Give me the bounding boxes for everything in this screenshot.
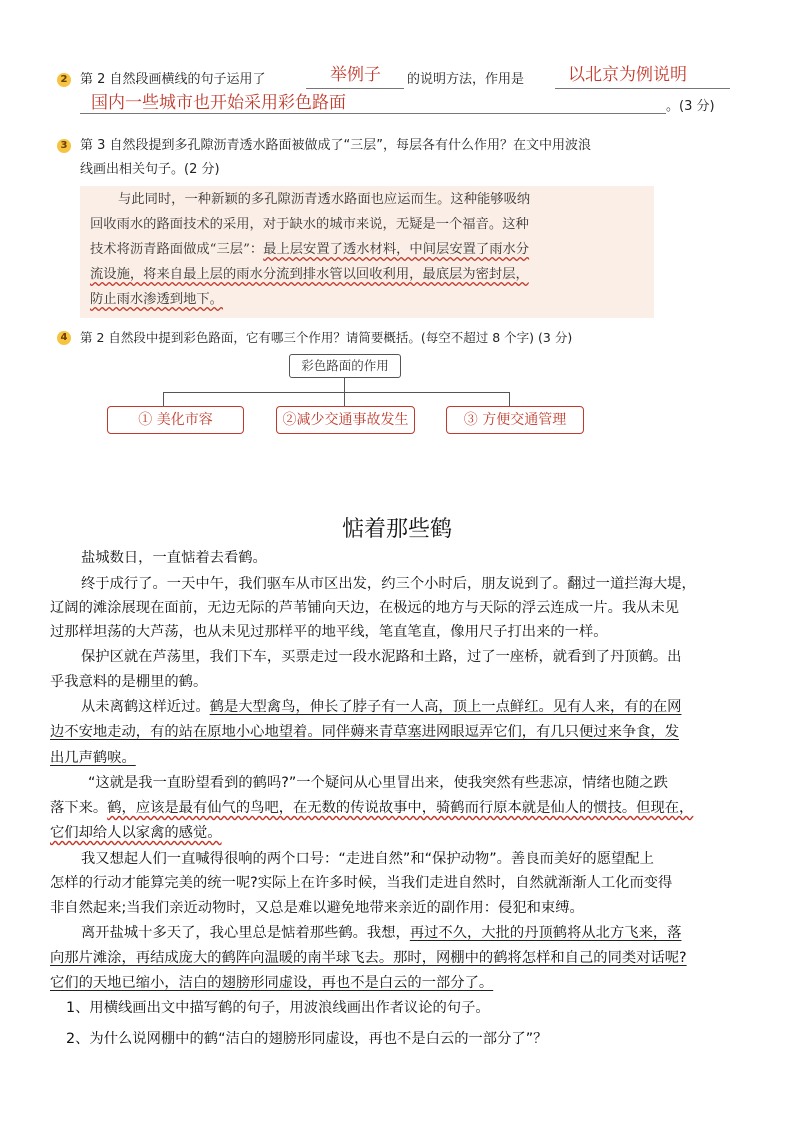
article-line	[81, 647, 681, 667]
article-underlined-text: 边不安地走动，有的站在原地小心地望着。同伴薅来青草塞进网眼逗弄它们，有几只便过来争食，发	[50, 724, 680, 740]
article-text: 盐城数日，一直惦着去看鹤。	[81, 550, 267, 566]
passage-text: 与此同时，一种新颖的多孔隙沥青透水路面也应运而生。这种能够吸纳	[118, 192, 531, 207]
article-line	[50, 672, 207, 692]
article-question-2: 2、为什么说网棚中的鹤“洁白的翅膀形同虚设，再也不是白云的一部分了”？	[66, 1031, 548, 1047]
article-line	[81, 548, 267, 568]
article-text: 从未离鹤这样近过。	[81, 699, 210, 715]
article-underlined-text: 向那片滩涂，再结成庞大的鹤阵向温暖的南半球飞去。那时，网棚中的鹤将怎样和自己的同类对话呢?	[50, 950, 687, 966]
q2-answer-2: 以北京为例说明	[568, 65, 687, 85]
article-text: 离开盐城十多天了，我心里总是惦着那些鹤。我想，	[81, 925, 410, 941]
article-line	[50, 948, 687, 968]
article-underlined-text: 它们的天地已缩小，洁白的翅膀形同虚设，再也不是白云的一部分了。	[50, 975, 494, 991]
passage-wavy-text: 流设施，将来自最上层的雨水分流到排水管以回收利用，最底层为密封层，	[90, 267, 529, 282]
article-text: 落下来。	[50, 800, 108, 816]
diagram-answer-box-3[interactable]: ③ 方便交通管理	[446, 406, 584, 434]
q2-answer-1: 举例子	[330, 65, 381, 85]
q3-line-2: 线画出相关句子。(2 分)	[80, 162, 220, 177]
article-line	[81, 923, 681, 943]
passage-text: 回收雨水的路面技术的采用，对于缺水的城市来说，无疑是一个福音。这种	[90, 217, 529, 232]
article-wavy-text: 鹤，应该是最有仙气的鸟吧，在无数的传说故事中，骑鹤而行原本就是仙人的惯技。但现在，	[107, 800, 694, 816]
article-text: 非自然起来;当我们亲近动物时，又总是难以避免地带来亲近的副作用：侵犯和束缚。	[50, 900, 584, 916]
article-text: 怎样的行动才能算完美的统一呢?实际上在许多时候，当我们走进自然时，自然就渐渐人工化而变得	[50, 875, 673, 891]
passage-text: 技术将沥青路面做成“三层”：	[90, 242, 264, 257]
diagram-answer-box-1[interactable]: ① 美化市容	[107, 406, 244, 434]
article-underlined-text: 再过不久，大批的丹顶鹤将从北方飞来，落	[409, 925, 682, 941]
passage-wavy-text: 防止雨水渗透到地下。	[90, 292, 223, 307]
article-text: “这就是我一直盼望看到的鹤吗?”一个疑问从心里冒出来，使我突然有些悲凉，情绪也随之跌	[88, 775, 668, 791]
article-line	[50, 898, 584, 918]
article-line	[81, 697, 681, 717]
article-line	[50, 722, 679, 742]
q2-answer-3: 国内一些城市也开始采用彩色路面	[91, 93, 346, 113]
q3-line-1: 第 3 自然段提到多孔隙沥青透水路面被做成了“三层”，每层各有什么作用？在文中用波浪	[80, 138, 592, 153]
q2-suffix: 。(3 分)	[666, 99, 715, 114]
article-text: 辽阔的滩涂展现在面前，无边无际的芦苇铺向天边，在极远的地方与天际的浮云连成一片。我从未见	[50, 600, 680, 616]
article-title: 惦着那些鹤	[341, 517, 452, 542]
article-line	[50, 873, 672, 893]
question-number-3: 3	[57, 139, 71, 153]
q2-middle: 的说明方法，作用是	[407, 72, 525, 87]
article-text: 我又想起人们一直喊得很响的两个口号：“走进自然”和“保护动物”。善良而美好的愿望配上	[81, 851, 654, 867]
article-text: 终于成行了。一天中午，我们驱车从市区出发，约三个小时后，朋友说到了。翻过一道拦海大堤，	[81, 576, 696, 592]
question-number-4: 4	[57, 331, 71, 345]
article-text: 保护区就在芦荡里，我们下车，买票走过一段水泥路和土路，过了一座桥，就看到了丹顶鹤。出	[81, 649, 682, 665]
diagram-root-box: 彩色路面的作用	[289, 354, 401, 378]
article-line	[50, 748, 136, 768]
passage-wavy-text: 最上层安置了透水材料，中间层安置了雨水分	[263, 242, 530, 257]
article-line	[50, 622, 608, 642]
article-line	[81, 849, 654, 869]
q2-prefix: 第 2 自然段画横线的句子运用了	[80, 72, 266, 87]
article-line	[50, 598, 679, 618]
article-line	[88, 773, 668, 793]
diagram-answer-box-2[interactable]: ②减少交通事故发生	[276, 406, 415, 434]
article-line	[50, 973, 493, 993]
article-line	[50, 798, 693, 818]
article-line	[81, 574, 696, 594]
q4-text: 第 2 自然段中提到彩色路面，它有哪三个作用？请简要概括。(每空不超过 8 个字) (3 分)	[80, 330, 573, 345]
article-text: 乎我意料的是棚里的鹤。	[50, 674, 208, 690]
article-question-1: 1、用横线画出文中描写鹤的句子，用波浪线画出作者议论的句子。	[66, 1000, 490, 1016]
article-line	[50, 823, 222, 843]
question-number-2: 2	[57, 73, 71, 87]
article-wavy-text: 它们却给人以家禽的感觉。	[50, 825, 222, 841]
article-underlined-text: 出几声鹤唳。	[50, 750, 136, 766]
article-text: 过那样坦荡的大芦荡，也从未见过那样平的地平线，笔直笔直，像用尺子打出来的一样。	[50, 624, 608, 640]
article-underlined-text: 鹤是大型禽鸟，伸长了脖子有一人高，顶上一点鲜红。见有人来，有的在网	[209, 699, 682, 715]
